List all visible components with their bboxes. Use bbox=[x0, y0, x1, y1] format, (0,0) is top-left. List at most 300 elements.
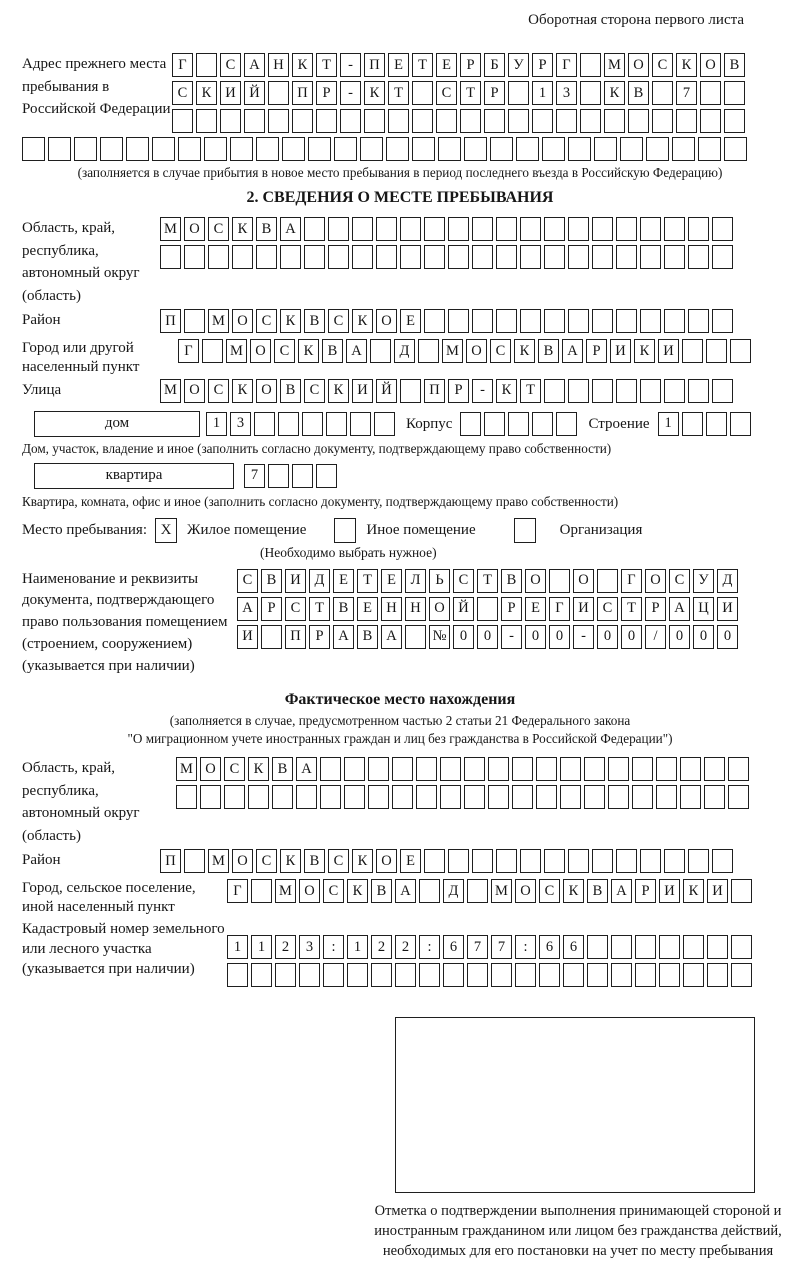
char-cell[interactable] bbox=[683, 935, 704, 959]
char-cell[interactable] bbox=[282, 137, 305, 161]
char-cell[interactable]: Т bbox=[520, 379, 541, 403]
char-cell[interactable] bbox=[448, 849, 469, 873]
char-cell[interactable] bbox=[424, 849, 445, 873]
char-cell[interactable] bbox=[544, 379, 565, 403]
char-cell[interactable] bbox=[196, 53, 217, 77]
char-cell[interactable]: С bbox=[669, 569, 690, 593]
char-cell[interactable]: В bbox=[371, 879, 392, 903]
char-cell[interactable]: Т bbox=[388, 81, 409, 105]
char-cell[interactable] bbox=[496, 849, 517, 873]
char-cell[interactable] bbox=[220, 109, 241, 133]
char-cell[interactable]: О bbox=[256, 379, 277, 403]
char-cell[interactable] bbox=[424, 217, 445, 241]
char-cell[interactable] bbox=[594, 137, 617, 161]
char-cell[interactable] bbox=[544, 245, 565, 269]
char-cell[interactable] bbox=[278, 412, 299, 436]
char-cell[interactable]: П bbox=[424, 379, 445, 403]
char-cell[interactable]: С bbox=[436, 81, 457, 105]
char-cell[interactable]: М bbox=[491, 879, 512, 903]
char-cell[interactable]: К bbox=[232, 217, 253, 241]
char-cell[interactable] bbox=[652, 109, 673, 133]
char-cell[interactable] bbox=[706, 412, 727, 436]
char-cell[interactable] bbox=[184, 849, 205, 873]
char-cell[interactable] bbox=[328, 217, 349, 241]
char-cell[interactable] bbox=[491, 963, 512, 987]
char-cell[interactable] bbox=[302, 412, 323, 436]
char-cell[interactable] bbox=[724, 137, 747, 161]
char-cell[interactable] bbox=[580, 81, 601, 105]
char-cell[interactable] bbox=[424, 309, 445, 333]
char-cell[interactable] bbox=[712, 849, 733, 873]
char-cell[interactable]: Е bbox=[525, 597, 546, 621]
char-cell[interactable]: 0 bbox=[525, 625, 546, 649]
char-cell[interactable]: С bbox=[453, 569, 474, 593]
char-cell[interactable]: Р bbox=[484, 81, 505, 105]
char-cell[interactable] bbox=[688, 217, 709, 241]
char-cell[interactable] bbox=[416, 757, 437, 781]
char-cell[interactable] bbox=[412, 81, 433, 105]
char-cell[interactable] bbox=[208, 245, 229, 269]
char-cell[interactable]: Е bbox=[333, 569, 354, 593]
char-cell[interactable]: 6 bbox=[539, 935, 560, 959]
char-cell[interactable] bbox=[632, 757, 653, 781]
char-cell[interactable] bbox=[556, 109, 577, 133]
char-cell[interactable] bbox=[515, 963, 536, 987]
char-cell[interactable] bbox=[646, 137, 669, 161]
char-cell[interactable] bbox=[556, 412, 577, 436]
char-cell[interactable] bbox=[464, 757, 485, 781]
char-cell[interactable]: У bbox=[508, 53, 529, 77]
char-cell[interactable]: В bbox=[322, 339, 343, 363]
char-cell[interactable]: К bbox=[676, 53, 697, 77]
char-cell[interactable]: В bbox=[304, 849, 325, 873]
char-cell[interactable]: 1 bbox=[206, 412, 227, 436]
char-cell[interactable]: Т bbox=[460, 81, 481, 105]
char-cell[interactable]: - bbox=[472, 379, 493, 403]
char-cell[interactable]: К bbox=[248, 757, 269, 781]
char-cell[interactable] bbox=[563, 963, 584, 987]
char-cell[interactable] bbox=[292, 464, 313, 488]
char-cell[interactable]: Т bbox=[477, 569, 498, 593]
char-cell[interactable] bbox=[640, 379, 661, 403]
char-cell[interactable]: Н bbox=[405, 597, 426, 621]
char-cell[interactable]: С bbox=[597, 597, 618, 621]
char-cell[interactable]: 0 bbox=[453, 625, 474, 649]
char-cell[interactable]: И bbox=[573, 597, 594, 621]
char-cell[interactable]: Р bbox=[532, 53, 553, 77]
char-cell[interactable]: Й bbox=[376, 379, 397, 403]
char-cell[interactable]: Г bbox=[621, 569, 642, 593]
char-cell[interactable]: О bbox=[232, 849, 253, 873]
char-cell[interactable] bbox=[344, 785, 365, 809]
char-cell[interactable] bbox=[724, 109, 745, 133]
char-cell[interactable]: С bbox=[490, 339, 511, 363]
char-cell[interactable]: К bbox=[352, 309, 373, 333]
char-cell[interactable] bbox=[316, 109, 337, 133]
char-cell[interactable]: А bbox=[395, 879, 416, 903]
char-cell[interactable]: 3 bbox=[230, 412, 251, 436]
char-cell[interactable] bbox=[256, 137, 279, 161]
char-cell[interactable] bbox=[440, 757, 461, 781]
char-cell[interactable] bbox=[688, 849, 709, 873]
char-cell[interactable] bbox=[323, 963, 344, 987]
char-cell[interactable]: Й bbox=[244, 81, 265, 105]
char-cell[interactable]: С bbox=[224, 757, 245, 781]
char-cell[interactable] bbox=[724, 81, 745, 105]
char-cell[interactable]: 0 bbox=[621, 625, 642, 649]
char-cell[interactable] bbox=[275, 963, 296, 987]
char-cell[interactable] bbox=[704, 757, 725, 781]
char-cell[interactable] bbox=[392, 757, 413, 781]
char-cell[interactable]: Р bbox=[309, 625, 330, 649]
char-cell[interactable] bbox=[400, 245, 421, 269]
char-cell[interactable] bbox=[436, 109, 457, 133]
char-cell[interactable]: Р bbox=[448, 379, 469, 403]
char-cell[interactable]: О bbox=[645, 569, 666, 593]
char-cell[interactable]: Г bbox=[178, 339, 199, 363]
char-cell[interactable]: О bbox=[299, 879, 320, 903]
char-cell[interactable] bbox=[304, 217, 325, 241]
char-cell[interactable]: О bbox=[200, 757, 221, 781]
char-cell[interactable]: А bbox=[244, 53, 265, 77]
char-cell[interactable] bbox=[224, 785, 245, 809]
char-cell[interactable]: К bbox=[496, 379, 517, 403]
char-cell[interactable]: Д bbox=[394, 339, 415, 363]
char-cell[interactable] bbox=[350, 412, 371, 436]
char-cell[interactable] bbox=[328, 245, 349, 269]
char-cell[interactable]: К bbox=[280, 309, 301, 333]
char-cell[interactable]: М bbox=[208, 849, 229, 873]
char-cell[interactable] bbox=[542, 137, 565, 161]
char-cell[interactable]: И bbox=[352, 379, 373, 403]
char-cell[interactable]: 1 bbox=[251, 935, 272, 959]
char-cell[interactable]: А bbox=[346, 339, 367, 363]
char-cell[interactable]: О bbox=[700, 53, 721, 77]
char-cell[interactable] bbox=[640, 849, 661, 873]
char-cell[interactable]: О bbox=[515, 879, 536, 903]
char-cell[interactable] bbox=[320, 757, 341, 781]
char-cell[interactable] bbox=[368, 785, 389, 809]
char-cell[interactable]: О bbox=[250, 339, 271, 363]
char-cell[interactable] bbox=[700, 81, 721, 105]
char-cell[interactable] bbox=[611, 963, 632, 987]
char-cell[interactable] bbox=[682, 412, 703, 436]
char-cell[interactable] bbox=[592, 217, 613, 241]
char-cell[interactable]: В bbox=[333, 597, 354, 621]
char-cell[interactable] bbox=[682, 339, 703, 363]
char-cell[interactable]: О bbox=[184, 379, 205, 403]
char-cell[interactable] bbox=[448, 217, 469, 241]
char-cell[interactable]: А bbox=[669, 597, 690, 621]
char-cell[interactable]: Т bbox=[309, 597, 330, 621]
char-cell[interactable] bbox=[700, 109, 721, 133]
char-cell[interactable] bbox=[659, 963, 680, 987]
char-cell[interactable] bbox=[656, 757, 677, 781]
char-cell[interactable]: Е bbox=[357, 597, 378, 621]
char-cell[interactable]: С bbox=[328, 309, 349, 333]
char-cell[interactable] bbox=[202, 339, 223, 363]
char-cell[interactable]: 2 bbox=[395, 935, 416, 959]
char-cell[interactable] bbox=[352, 245, 373, 269]
char-cell[interactable] bbox=[728, 785, 749, 809]
char-cell[interactable] bbox=[374, 412, 395, 436]
char-cell[interactable] bbox=[664, 379, 685, 403]
char-cell[interactable] bbox=[704, 785, 725, 809]
char-cell[interactable] bbox=[360, 137, 383, 161]
char-cell[interactable] bbox=[560, 757, 581, 781]
char-cell[interactable] bbox=[544, 849, 565, 873]
char-cell[interactable] bbox=[292, 109, 313, 133]
char-cell[interactable]: С bbox=[539, 879, 560, 903]
char-cell[interactable] bbox=[272, 785, 293, 809]
char-cell[interactable] bbox=[508, 81, 529, 105]
char-cell[interactable] bbox=[74, 137, 97, 161]
char-cell[interactable]: 3 bbox=[299, 935, 320, 959]
char-cell[interactable]: С bbox=[652, 53, 673, 77]
char-cell[interactable]: Г bbox=[227, 879, 248, 903]
char-cell[interactable]: № bbox=[429, 625, 450, 649]
char-cell[interactable] bbox=[340, 109, 361, 133]
char-cell[interactable]: 0 bbox=[669, 625, 690, 649]
char-cell[interactable] bbox=[632, 785, 653, 809]
char-cell[interactable]: С bbox=[208, 217, 229, 241]
char-cell[interactable] bbox=[280, 245, 301, 269]
char-cell[interactable]: А bbox=[562, 339, 583, 363]
char-cell[interactable] bbox=[688, 379, 709, 403]
char-cell[interactable]: К bbox=[563, 879, 584, 903]
char-cell[interactable] bbox=[683, 963, 704, 987]
char-cell[interactable] bbox=[438, 137, 461, 161]
char-cell[interactable] bbox=[472, 245, 493, 269]
char-cell[interactable]: О bbox=[376, 309, 397, 333]
char-cell[interactable]: К bbox=[634, 339, 655, 363]
char-cell[interactable] bbox=[688, 309, 709, 333]
char-cell[interactable] bbox=[676, 109, 697, 133]
char-cell[interactable]: К bbox=[196, 81, 217, 105]
char-cell[interactable] bbox=[608, 757, 629, 781]
char-cell[interactable] bbox=[176, 785, 197, 809]
char-cell[interactable]: 1 bbox=[227, 935, 248, 959]
char-cell[interactable]: В bbox=[357, 625, 378, 649]
char-cell[interactable] bbox=[370, 339, 391, 363]
char-cell[interactable] bbox=[597, 569, 618, 593]
char-cell[interactable] bbox=[659, 935, 680, 959]
char-cell[interactable]: С bbox=[237, 569, 258, 593]
char-cell[interactable] bbox=[539, 963, 560, 987]
char-cell[interactable] bbox=[520, 849, 541, 873]
char-cell[interactable]: - bbox=[340, 53, 361, 77]
char-cell[interactable] bbox=[496, 217, 517, 241]
char-cell[interactable]: Р bbox=[316, 81, 337, 105]
char-cell[interactable] bbox=[620, 137, 643, 161]
char-cell[interactable]: С bbox=[323, 879, 344, 903]
char-cell[interactable]: Ь bbox=[429, 569, 450, 593]
char-cell[interactable]: П bbox=[292, 81, 313, 105]
char-cell[interactable]: В bbox=[261, 569, 282, 593]
char-cell[interactable] bbox=[496, 245, 517, 269]
char-cell[interactable]: К bbox=[292, 53, 313, 77]
char-cell[interactable] bbox=[100, 137, 123, 161]
checkbox-organization[interactable] bbox=[514, 518, 536, 543]
char-cell[interactable]: К bbox=[514, 339, 535, 363]
char-cell[interactable] bbox=[640, 245, 661, 269]
char-cell[interactable] bbox=[484, 109, 505, 133]
char-cell[interactable] bbox=[568, 245, 589, 269]
char-cell[interactable]: Т bbox=[621, 597, 642, 621]
char-cell[interactable] bbox=[664, 245, 685, 269]
char-cell[interactable]: В bbox=[587, 879, 608, 903]
char-cell[interactable] bbox=[472, 309, 493, 333]
char-cell[interactable] bbox=[616, 309, 637, 333]
char-cell[interactable] bbox=[386, 137, 409, 161]
char-cell[interactable] bbox=[484, 412, 505, 436]
char-cell[interactable]: 0 bbox=[693, 625, 714, 649]
char-cell[interactable] bbox=[706, 339, 727, 363]
char-cell[interactable]: 6 bbox=[443, 935, 464, 959]
char-cell[interactable] bbox=[268, 464, 289, 488]
char-cell[interactable]: И bbox=[717, 597, 738, 621]
char-cell[interactable] bbox=[200, 785, 221, 809]
char-cell[interactable] bbox=[467, 879, 488, 903]
char-cell[interactable] bbox=[608, 785, 629, 809]
char-cell[interactable]: Т bbox=[412, 53, 433, 77]
char-cell[interactable]: Т bbox=[316, 53, 337, 77]
char-cell[interactable] bbox=[728, 757, 749, 781]
char-cell[interactable] bbox=[568, 379, 589, 403]
char-cell[interactable] bbox=[448, 245, 469, 269]
char-cell[interactable]: К bbox=[604, 81, 625, 105]
char-cell[interactable]: П bbox=[160, 309, 181, 333]
char-cell[interactable] bbox=[400, 217, 421, 241]
char-cell[interactable] bbox=[440, 785, 461, 809]
char-cell[interactable]: Ц bbox=[693, 597, 714, 621]
char-cell[interactable]: 0 bbox=[549, 625, 570, 649]
char-cell[interactable]: Е bbox=[436, 53, 457, 77]
char-cell[interactable] bbox=[464, 137, 487, 161]
char-cell[interactable]: Г bbox=[172, 53, 193, 77]
char-cell[interactable] bbox=[232, 245, 253, 269]
char-cell[interactable]: Б bbox=[484, 53, 505, 77]
char-cell[interactable]: Д bbox=[717, 569, 738, 593]
char-cell[interactable]: С bbox=[172, 81, 193, 105]
char-cell[interactable] bbox=[448, 309, 469, 333]
char-cell[interactable]: 7 bbox=[491, 935, 512, 959]
char-cell[interactable] bbox=[635, 963, 656, 987]
char-cell[interactable]: И bbox=[220, 81, 241, 105]
char-cell[interactable] bbox=[418, 339, 439, 363]
char-cell[interactable]: А bbox=[237, 597, 258, 621]
char-cell[interactable] bbox=[508, 412, 529, 436]
char-cell[interactable] bbox=[520, 309, 541, 333]
char-cell[interactable]: А bbox=[333, 625, 354, 649]
char-cell[interactable] bbox=[261, 625, 282, 649]
char-cell[interactable]: О bbox=[573, 569, 594, 593]
char-cell[interactable] bbox=[512, 785, 533, 809]
char-cell[interactable]: И bbox=[658, 339, 679, 363]
char-cell[interactable] bbox=[248, 785, 269, 809]
char-cell[interactable] bbox=[227, 963, 248, 987]
char-cell[interactable] bbox=[496, 309, 517, 333]
char-cell[interactable] bbox=[707, 935, 728, 959]
char-cell[interactable] bbox=[712, 379, 733, 403]
char-cell[interactable] bbox=[672, 137, 695, 161]
char-cell[interactable] bbox=[587, 935, 608, 959]
char-cell[interactable]: К bbox=[328, 379, 349, 403]
char-cell[interactable]: В bbox=[272, 757, 293, 781]
char-cell[interactable] bbox=[580, 109, 601, 133]
char-cell[interactable]: 3 bbox=[556, 81, 577, 105]
char-cell[interactable]: Н bbox=[268, 53, 289, 77]
char-cell[interactable] bbox=[251, 963, 272, 987]
char-cell[interactable] bbox=[204, 137, 227, 161]
char-cell[interactable]: Л bbox=[405, 569, 426, 593]
char-cell[interactable] bbox=[352, 217, 373, 241]
char-cell[interactable] bbox=[304, 245, 325, 269]
char-cell[interactable]: 1 bbox=[532, 81, 553, 105]
char-cell[interactable]: И bbox=[659, 879, 680, 903]
char-cell[interactable] bbox=[731, 879, 752, 903]
char-cell[interactable]: 2 bbox=[275, 935, 296, 959]
char-cell[interactable] bbox=[334, 137, 357, 161]
char-cell[interactable] bbox=[416, 785, 437, 809]
char-cell[interactable] bbox=[364, 109, 385, 133]
char-cell[interactable]: 0 bbox=[717, 625, 738, 649]
char-cell[interactable] bbox=[592, 379, 613, 403]
char-cell[interactable] bbox=[388, 109, 409, 133]
char-cell[interactable] bbox=[549, 569, 570, 593]
char-cell[interactable]: - bbox=[340, 81, 361, 105]
char-cell[interactable]: Д bbox=[443, 879, 464, 903]
char-cell[interactable]: А bbox=[381, 625, 402, 649]
char-cell[interactable]: В bbox=[628, 81, 649, 105]
char-cell[interactable]: М bbox=[160, 217, 181, 241]
char-cell[interactable] bbox=[472, 217, 493, 241]
char-cell[interactable] bbox=[230, 137, 253, 161]
char-cell[interactable]: В bbox=[256, 217, 277, 241]
char-cell[interactable]: - bbox=[573, 625, 594, 649]
char-cell[interactable]: : bbox=[323, 935, 344, 959]
char-cell[interactable] bbox=[616, 849, 637, 873]
char-cell[interactable] bbox=[488, 785, 509, 809]
char-cell[interactable] bbox=[412, 109, 433, 133]
char-cell[interactable]: К bbox=[352, 849, 373, 873]
char-cell[interactable]: - bbox=[501, 625, 522, 649]
char-cell[interactable]: Е bbox=[381, 569, 402, 593]
char-cell[interactable]: А bbox=[296, 757, 317, 781]
char-cell[interactable] bbox=[472, 849, 493, 873]
char-cell[interactable]: К bbox=[347, 879, 368, 903]
char-cell[interactable]: 0 bbox=[477, 625, 498, 649]
char-cell[interactable]: 6 bbox=[563, 935, 584, 959]
char-cell[interactable]: П bbox=[364, 53, 385, 77]
char-cell[interactable] bbox=[616, 379, 637, 403]
char-cell[interactable] bbox=[640, 309, 661, 333]
char-cell[interactable]: М bbox=[160, 379, 181, 403]
char-cell[interactable]: М bbox=[176, 757, 197, 781]
char-cell[interactable]: И bbox=[610, 339, 631, 363]
char-cell[interactable]: И bbox=[707, 879, 728, 903]
char-cell[interactable] bbox=[512, 757, 533, 781]
char-cell[interactable]: 1 bbox=[347, 935, 368, 959]
char-cell[interactable]: 7 bbox=[467, 935, 488, 959]
char-cell[interactable] bbox=[395, 963, 416, 987]
char-cell[interactable] bbox=[308, 137, 331, 161]
char-cell[interactable] bbox=[544, 309, 565, 333]
checkbox-residential[interactable]: X bbox=[155, 518, 177, 543]
char-cell[interactable] bbox=[587, 963, 608, 987]
char-cell[interactable] bbox=[536, 785, 557, 809]
char-cell[interactable]: С bbox=[208, 379, 229, 403]
